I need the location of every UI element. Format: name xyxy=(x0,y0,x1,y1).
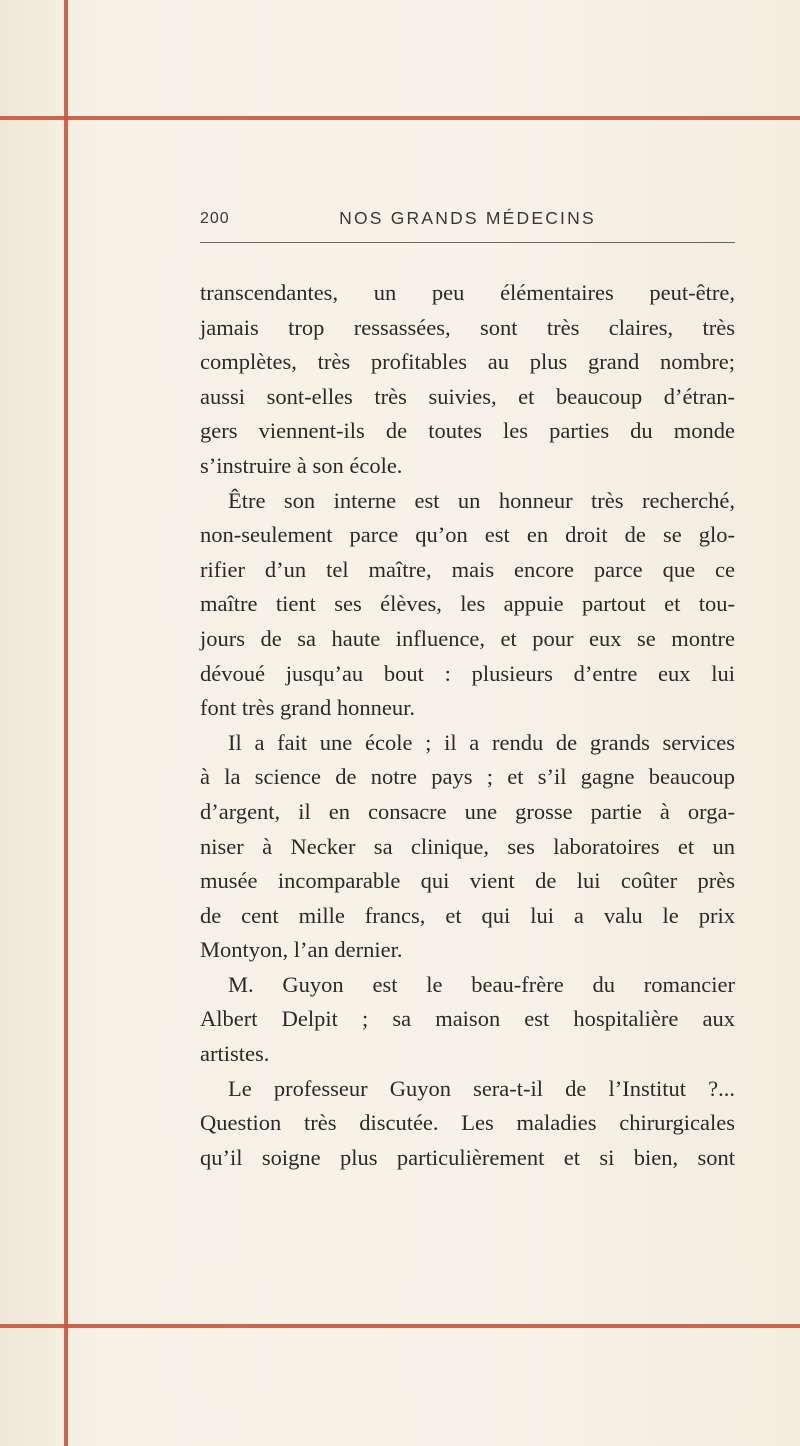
text-line: qu’il soigne plus particulièrement et si bien, sont xyxy=(200,1144,735,1170)
margin-rule-vertical xyxy=(64,0,68,1446)
text-line: font très grand honneur. xyxy=(200,695,415,721)
paragraph-start-line: Il a fait une école ; il a rendu de grands services xyxy=(228,729,735,755)
text-line: transcendantes, un peu élémentaires peut-être, xyxy=(200,280,735,305)
margin-rule-bottom xyxy=(0,1324,800,1328)
paragraph-start-line: M. Guyon est le beau-frère du romancier xyxy=(228,971,735,997)
margin-rule-top xyxy=(0,116,800,120)
text-line: rifier d’un tel maître, mais encore parce que ce xyxy=(200,556,735,582)
text-line: s’instruire à son école. xyxy=(200,452,403,478)
text-line: d’argent, il en consacre une grosse partie à orga- xyxy=(200,798,735,824)
text-line: aussi sont-elles très suivies, et beaucoup d’étran- xyxy=(200,383,735,409)
page-number: 200 xyxy=(200,210,230,227)
text-line: jours de sa haute influence, et pour eux se montre xyxy=(200,625,735,651)
text-line: Question très discutée. Les maladies chirurgicales xyxy=(200,1110,735,1136)
text-line: non-seulement parce qu’on est en droit de se glo- xyxy=(200,522,735,548)
text-line: jamais trop ressassées, sont très claires, très xyxy=(200,314,735,340)
text-line: complètes, très profitables au plus grand nombre; xyxy=(200,349,735,375)
running-title: NOS GRANDS MÉDECINS xyxy=(339,208,596,228)
page-header xyxy=(200,208,735,234)
paragraph-start-line: Être son interne est un honneur très recherché, xyxy=(228,487,735,513)
text-line: gers viennent-ils de toutes les parties du monde xyxy=(200,418,735,444)
header-rule xyxy=(200,242,735,243)
text-line: niser à Necker sa clinique, ses laboratoires et un xyxy=(200,833,735,859)
text-line: Albert Delpit ; sa maison est hospitalière aux xyxy=(200,1006,735,1032)
text-line: dévoué jusqu’au bout : plusieurs d’entre eux lui xyxy=(200,660,735,686)
paragraph-start-line: Le professeur Guyon sera-t-il de l’Institut ?... xyxy=(228,1075,735,1101)
text-line: maître tient ses élèves, les appuie partout et tou- xyxy=(200,591,735,617)
text-line: Montyon, l’an dernier. xyxy=(200,937,403,963)
text-line: musée incomparable qui vient de lui coûter près xyxy=(200,868,735,894)
text-line: à la science de notre pays ; et s’il gagne beaucoup xyxy=(200,764,735,790)
text-line: artistes. xyxy=(200,1041,270,1067)
text-line: de cent mille francs, et qui lui a valu le prix xyxy=(200,902,735,928)
body-text xyxy=(200,276,735,1175)
